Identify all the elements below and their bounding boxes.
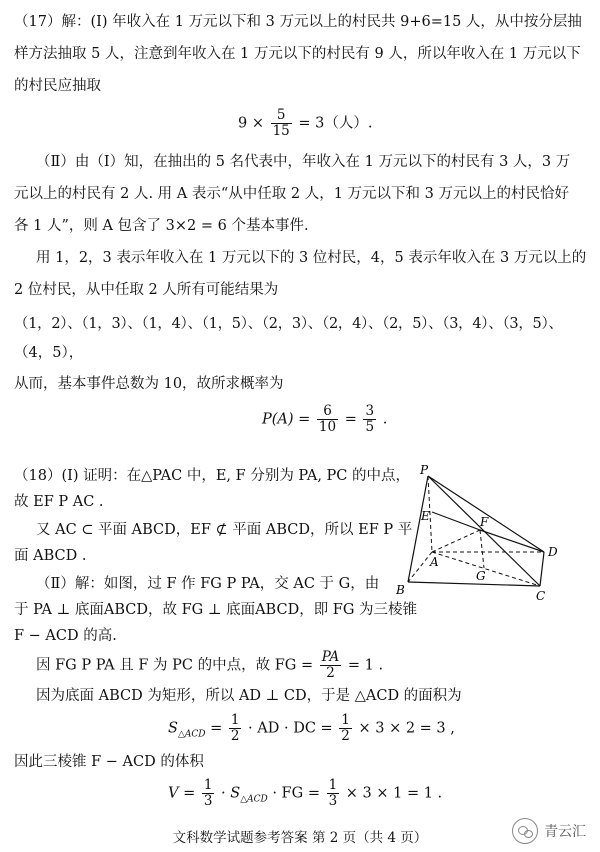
q17-part2-line-2: 元以上的村民有 2 人. 用 A 表示“从中任取 2 人，1 万元以下和 3 万元以上的村民恰好 <box>14 186 569 202</box>
q18-line-6: 于 PA ⊥ 底面ABCD，故 FG ⊥ 底面ABCD，即 FG 为三棱锥 <box>14 602 418 618</box>
edge-PB <box>408 476 428 582</box>
q17-outcomes-line-2: （4，5）， <box>14 345 84 361</box>
label-E: E <box>421 509 430 523</box>
page-footer: 文科数学试题参考答案 第 2 页（共 4 页） <box>172 830 428 846</box>
edge-BC <box>408 582 540 586</box>
q17-part3-line-2: 2 位村民，从中任取 2 人所有可能结果为 <box>14 282 279 298</box>
label-A: A <box>430 555 439 569</box>
label-D: D <box>548 545 558 559</box>
edge-EF <box>432 512 480 530</box>
formula-probability: P(A) = $\frac{6}{10}$ = $\frac{3}{5}$ . <box>262 403 388 435</box>
q17-part3-line-1: 用 1，2，3 表示年收入在 1 万元以下的 3 位村民，4，5 表示年收入在 3 万元以上的 <box>36 250 587 266</box>
label-F: F <box>480 515 489 529</box>
q17-line-3: 的村民应抽取 <box>14 78 101 94</box>
q18-line-4: 面 ABCD . <box>14 548 87 564</box>
pyramid-figure <box>388 462 568 602</box>
q18-line-5: （Ⅱ）解：如图，过 F 作 FG P PA，交 AC 于 G，由 <box>36 576 380 592</box>
edge-PD <box>428 476 544 552</box>
formula-volume: V = $\frac{1}{3}$ · $S_{\triangle ACD}$ · FG = $\frac{1}{3}$ × 3 × 1 = 1 . <box>168 777 443 809</box>
edge-FD <box>480 530 544 552</box>
formula-area: $S_{\triangle ACD}$ = $\frac{1}{2}$ · AD · DC = $\frac{1}{2}$ × 3 × 2 = 3 , <box>168 712 455 744</box>
q17-line-1: （17）解：(Ⅰ) 年收入在 1 万元以下和 3 万元以上的村民共 9+6=15 人，从中按分层抽 <box>14 14 582 30</box>
q18-line-2: 故 EF P AC . <box>14 494 104 510</box>
q18-line-7: F − ACD 的高. <box>14 628 117 644</box>
q17-part2-line-1: （Ⅱ）由（Ⅰ）知，在抽出的 5 名代表中，年收入在 1 万元以下的村民有 3 人，3 万 <box>36 154 571 170</box>
q17-part4-line-1: 从而，基本事件总数为 10，故所求概率为 <box>14 376 284 392</box>
edge-AF <box>432 530 480 552</box>
q17-outcomes-line-1: （1，2）、（1，3）、（1，4）、（1，5）、（2，3）、（2，4）、（2，5）、（3，4）、（3，5）、 <box>14 316 563 332</box>
label-C: C <box>536 589 546 602</box>
q17-part2-line-3: 各 1 人”，则 A 包含了 3×2 = 6 个基本事件. <box>14 218 309 234</box>
q18-line-10: 因此三棱锥 F − ACD 的体积 <box>14 754 204 770</box>
label-P: P <box>420 463 429 477</box>
watermark-text: 青云汇 <box>544 824 586 840</box>
q18-line-3: 又 AC ⊂ 平面 ABCD，EF ⊄ 平面 ABCD，所以 EF P 平 <box>36 522 413 538</box>
watermark <box>512 818 586 844</box>
wechat-logo-icon <box>512 818 538 844</box>
edge-FG <box>480 530 484 568</box>
edge-AB <box>408 552 432 582</box>
edge-CD <box>540 552 544 586</box>
label-B: B <box>396 583 405 597</box>
q18-line-9: 因为底面 ABCD 为矩形，所以 AD ⊥ CD，于是 △ACD 的面积为 <box>36 688 462 704</box>
formula-9x5-15: 9 × $\frac{5}{15}$ = 3（人）. <box>238 107 373 139</box>
q18-line-8: 因 FG P PA 且 F 为 PC 的中点，故 FG = $\frac{PA}{2}$ = 1 . <box>36 649 384 681</box>
label-G: G <box>476 569 486 583</box>
q18-line-1: （18）(Ⅰ) 证明：在△PAC 中，E, F 分别为 PA, PC 的中点， <box>14 468 411 484</box>
edge-AC <box>432 552 540 586</box>
q17-line-2: 样方法抽取 5 人，注意到年收入在 1 万元以下的村民有 9 人，所以年收入在 1 万元以下 <box>14 46 581 62</box>
